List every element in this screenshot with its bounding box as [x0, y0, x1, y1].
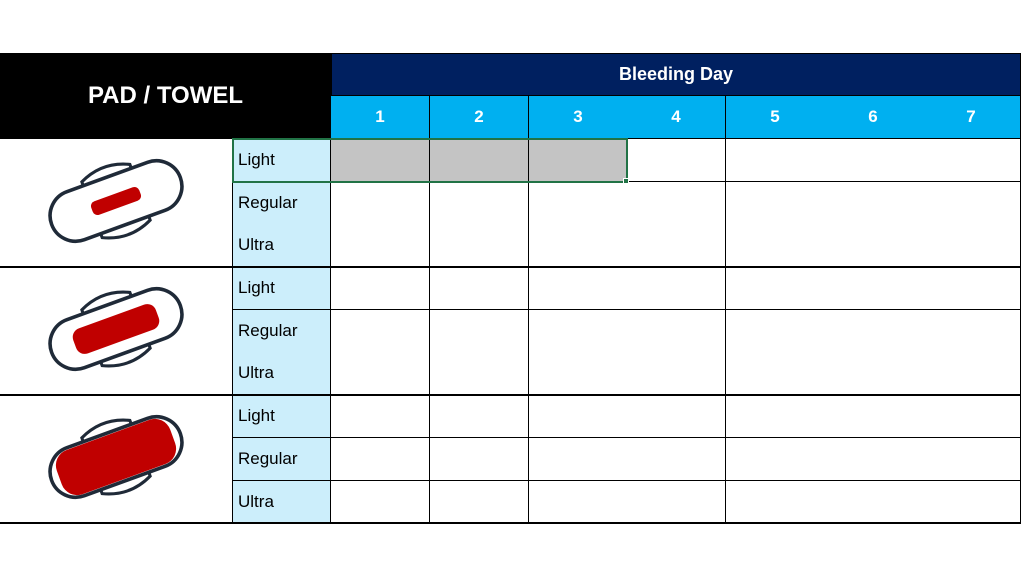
- tracker-cell[interactable]: [331, 139, 430, 182]
- tracker-cell[interactable]: [529, 182, 628, 225]
- tracker-cell[interactable]: [627, 352, 726, 395]
- tracker-cell[interactable]: [726, 182, 825, 225]
- tracker-cell[interactable]: [627, 310, 726, 353]
- tracker-cell[interactable]: [529, 267, 628, 310]
- tracker-cell[interactable]: [627, 182, 726, 225]
- pad-medium-stripe-icon: [41, 283, 191, 380]
- tracker-cell[interactable]: [627, 139, 726, 182]
- row-label-light[interactable]: Light: [232, 139, 331, 182]
- tracker-cell[interactable]: [430, 352, 529, 395]
- tracker-cell[interactable]: [627, 395, 726, 438]
- tracker-cell[interactable]: [824, 310, 923, 353]
- row-label-ultra[interactable]: Ultra: [232, 224, 331, 267]
- tracker-cell[interactable]: [726, 395, 825, 438]
- group-divider: [0, 522, 1021, 524]
- tracker-cell[interactable]: [331, 267, 430, 310]
- tracker-cell[interactable]: [430, 182, 529, 225]
- pad-small-stripe-icon: [41, 155, 191, 252]
- tracker-cell[interactable]: [922, 438, 1021, 481]
- group-divider: [0, 394, 1021, 396]
- tracker-cell[interactable]: [430, 139, 529, 182]
- tracker-cell[interactable]: [824, 395, 923, 438]
- tracker-cell[interactable]: [922, 352, 1021, 395]
- tracker-cell[interactable]: [529, 352, 628, 395]
- day-4-header[interactable]: 4: [627, 96, 726, 139]
- tracker-cell[interactable]: [726, 352, 825, 395]
- tracker-cell[interactable]: [430, 438, 529, 481]
- tracker-cell[interactable]: [922, 310, 1021, 353]
- tracker-cell[interactable]: [529, 310, 628, 353]
- tracker-cell[interactable]: [726, 224, 825, 267]
- tracker-cell[interactable]: [529, 481, 628, 524]
- tracker-cell[interactable]: [824, 139, 923, 182]
- pad-image-cell-3[interactable]: [0, 395, 232, 524]
- tracker-cell[interactable]: [726, 438, 825, 481]
- tracker-cell[interactable]: [922, 267, 1021, 310]
- row-label-regular[interactable]: Regular: [232, 310, 331, 353]
- fill-handle[interactable]: [623, 178, 629, 184]
- day-7-header[interactable]: 7: [922, 96, 1021, 139]
- row-label-regular[interactable]: Regular: [232, 182, 331, 225]
- tracker-cell[interactable]: [824, 224, 923, 267]
- pad-image-cell-2[interactable]: [0, 267, 232, 396]
- tracker-cell[interactable]: [331, 224, 430, 267]
- tracker-cell[interactable]: [529, 224, 628, 267]
- tracker-cell[interactable]: [529, 438, 628, 481]
- tracker-cell[interactable]: [331, 310, 430, 353]
- tracker-cell[interactable]: [529, 395, 628, 438]
- tracker-cell[interactable]: [726, 267, 825, 310]
- pad-image-cell-1[interactable]: [0, 139, 232, 268]
- tracker-cell[interactable]: [824, 182, 923, 225]
- day-1-header[interactable]: 1: [331, 96, 430, 139]
- tracker-cell[interactable]: [627, 267, 726, 310]
- group-divider: [0, 266, 1021, 268]
- day-6-header[interactable]: 6: [824, 96, 923, 139]
- tracker-cell[interactable]: [824, 267, 923, 310]
- day-2-header[interactable]: 2: [430, 96, 529, 139]
- tracker-cell[interactable]: [331, 395, 430, 438]
- row-label-ultra[interactable]: Ultra: [232, 352, 331, 395]
- tracker-cell[interactable]: [331, 438, 430, 481]
- tracker-cell[interactable]: [430, 481, 529, 524]
- tracker-cell[interactable]: [922, 224, 1021, 267]
- tracker-cell[interactable]: [922, 182, 1021, 225]
- tracker-cell[interactable]: [331, 352, 430, 395]
- tracker-cell[interactable]: [430, 395, 529, 438]
- tracker-cell[interactable]: [331, 481, 430, 524]
- row-label-ultra[interactable]: Ultra: [232, 481, 331, 524]
- day-5-header[interactable]: 5: [726, 96, 825, 139]
- tracker-cell[interactable]: [922, 481, 1021, 524]
- day-3-header[interactable]: 3: [529, 96, 628, 139]
- row-label-light[interactable]: Light: [232, 267, 331, 310]
- pad-towel-title[interactable]: PAD / TOWEL: [0, 53, 331, 139]
- bleeding-day-header[interactable]: Bleeding Day: [331, 53, 1021, 96]
- tracker-cell[interactable]: [824, 352, 923, 395]
- tracker-cell[interactable]: [430, 310, 529, 353]
- tracker-cell[interactable]: [430, 267, 529, 310]
- tracker-cell[interactable]: [726, 139, 825, 182]
- tracker-cell[interactable]: [824, 438, 923, 481]
- tracker-cell[interactable]: [627, 224, 726, 267]
- tracker-cell[interactable]: [627, 481, 726, 524]
- tracker-cell[interactable]: [922, 395, 1021, 438]
- tracker-cell[interactable]: [922, 139, 1021, 182]
- tracker-cell[interactable]: [430, 224, 529, 267]
- tracker-cell[interactable]: [331, 182, 430, 225]
- tracker-cell[interactable]: [529, 139, 628, 182]
- row-label-regular[interactable]: Regular: [232, 438, 331, 481]
- tracker-cell[interactable]: [726, 481, 825, 524]
- pad-large-stripe-icon: [41, 411, 191, 508]
- tracker-cell[interactable]: [726, 310, 825, 353]
- row-label-light[interactable]: Light: [232, 395, 331, 438]
- tracker-cell[interactable]: [627, 438, 726, 481]
- tracker-cell[interactable]: [824, 481, 923, 524]
